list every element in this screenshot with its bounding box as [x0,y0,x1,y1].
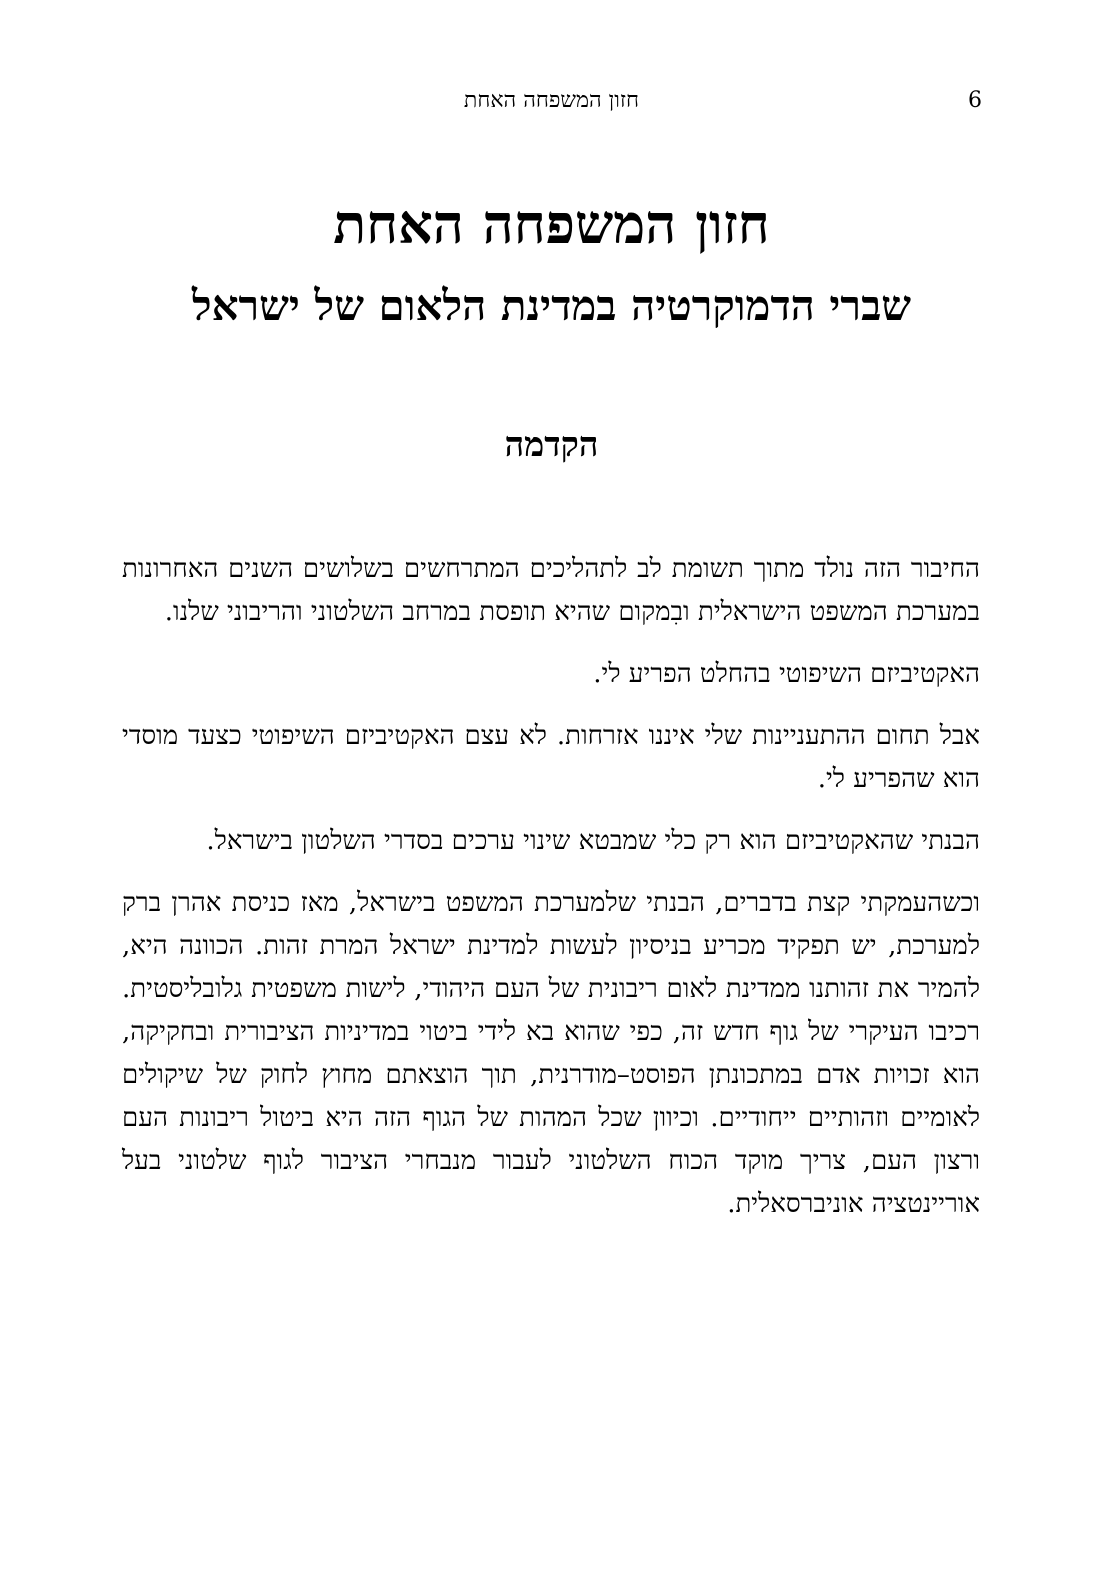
page-number: 6 [968,88,982,113]
section-heading: הקדמה [504,425,599,465]
book-subtitle: שברי הדמוקרטיה במדינת הלאום של ישראל [191,281,912,330]
book-title: חזון המשפחה האחת [333,192,770,256]
paragraph: האקטיביזם השיפוטי בהחלט הפריע לי. [593,659,980,689]
paragraph: הבנתי שהאקטיביזם הוא רק כלי שמבטא שינוי ערכים בסדרי השלטון בישראל. [206,826,980,856]
running-header [0,86,1103,120]
body-text [122,548,980,1245]
paragraph: אבל תחום ההתעניינות שלי איננו אזרחות. לא עצם האקטיביזם השיפוטי כצעד מוסדי הוא שהפריע לי. [122,721,980,794]
paragraph: החיבור הזה נולד מתוך תשומת לב לתהליכים המתרחשים בשלושים השנים האחרונות במערכת המשפט הישראלית ובִמקום שהיא תופסת במרחב השלטוני והריבוני שלנו. [122,554,980,627]
running-title: חזון המשפחה האחת [463,88,640,113]
paragraph: וכשהעמקתי קצת בדברים, הבנתי שלמערכת המשפט בישראל, מאז כניסת אהרן ברק למערכת, יש תפקיד מכריע בניסיון לעשות למדינת ישראל המרת זהות. הכוונה היא, להמיר את זהותנו ממדינת לאום ריבונית של העם היהודי, לישות משפטית גלובליסטית. רכיבו העיקרי של גוף חדש זה, כפי שהוא בא לידי ביטוי במדיניות הציבורית ובחקיקה, הוא זכויות אדם במתכונתן הפוסט–מודרנית, תוך הוצאתם מחוץ לחוק של שיקולים לאומיים וזהותיים ייחודיים. וכיוון שכל המהות של הגוף הזה היא ביטול ריבונות העם ורצון העם, צריך מוקד הכוח השלטוני לעבור מנבחרי הציבור לגוף שלטוני בעל אוריינטציה אוניברסאלית. [122,888,980,1219]
